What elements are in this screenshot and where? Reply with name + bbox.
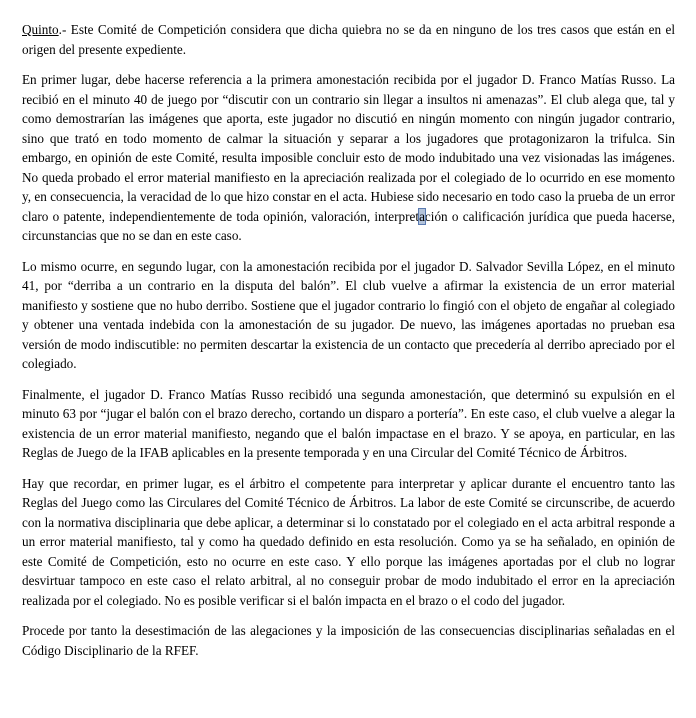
- first-booking-text-before-cursor: En primer lugar, debe hacerse referencia a la primera amonestación recibida por el jugador D. Franco Matías Russo. La recibió en el minuto 40 de juego por “discutir con un contrario sin llegar a insultos ni amenazas”. El club alega que, tal y como demostrarían las imágenes que aporta, este jugador no discutió en ningún momento con ningún jugador contrario, sino que trató en todo momento de calmar la situación y separar a los jugadores que protagonizaron la trifulca. Sin embargo, en opinión de este Comité, resulta imposible concluir esto de modo indubitado una vez visionadas las imágenes. No queda probado el error material manifiesto en la apreciación realizada por el colegiado de lo ocurrido en ese momento y, en consecuencia, la veracidad de lo que hizo constar en el acta. Hubiese sido necesario en todo caso la prueba de un error claro o patente, independientemente de toda opinión, valoración, interpret: [22, 72, 675, 224]
- paragraph-quinto-heading: [22, 20, 675, 59]
- quinto-underlined-lead: Quinto: [22, 22, 59, 37]
- paragraph-conclusion-desestimacion: Procede por tanto la desestimación de las alegaciones y la imposición de las consecuencias disciplinarias señaladas en el Código Disciplinario de la RFEF.: [22, 623, 675, 658]
- text-cursor-highlighted-char: a: [419, 208, 425, 224]
- first-booking-text-after-cursor: ción o calificación jurídica que pueda hacerse, circunstancias que no se dan en este caso.: [22, 208, 675, 243]
- paragraph-referee-competence: Hay que recordar, en primer lugar, es el árbitro el competente para interpretar y aplicar durante el encuentro tanto las Reglas del Juego como las Circulares del Comité Técnico de Árbitros. La labor de este Comité se circunscribe, de acuerdo con la normativa disciplinaria que debe aplicar, a determinar si lo constatado por el colegiado en el acta arbitral responde a un error material manifiesto, tal y como ha quedado definido en esta resolución. Como ya se ha señalado, en opinión de este Comité de Competición, esto no ocurre en este caso. Y ello porque las imágenes aportadas por el club no lograr desvirtuar tampoco en este caso el relato arbitral, al no conseguir probar de modo indubitado el error en la apreciación realizada por el colegiado. No es posible verificar si el balón impacta en el brazo o el codo del jugador.: [22, 475, 675, 608]
- resolution-text-body: [22, 20, 675, 660]
- paragraph-first-booking-russo: [22, 70, 675, 246]
- paragraph-second-yellow-expulsion: Finalmente, el jugador D. Franco Matías Russo recibidó una segunda amonestación, que determinó su expulsión en el minuto 63 por “jugar el balón con el brazo derecho, cortando un disparo a portería”. En este caso, el club vuelve a alegar la existencia de un error material manifiesto, negando que el balón impactase en el brazo. Y se apoya, en particular, en las Reglas de Juego de la IFAB aplicables en la presente temporada y en una Circular del Comité Técnico de Árbitros.: [22, 386, 675, 460]
- quinto-paragraph-text: .- Este Comité de Competición considera que dicha quiebra no se da en ninguno de los tres casos que están en el origen del presente expediente.: [22, 22, 675, 57]
- paragraph-second-booking-sevilla: Lo mismo ocurre, en segundo lugar, con la amonestación recibida por el jugador D. Salvador Sevilla López, en el minuto 41, por “derriba a un contrario en la disputa del balón”. El club vuelve a afirmar la existencia de un error material manifiesto y sostiene que no hubo derribo. Sostiene que el jugador contrario lo fingió con el objeto de engañar al colegiado y obtener una ventada indebida con la amonestación de su jugador. De nuevo, las imágenes aportadas no prueban esa versión de modo indiscutible: no permiten descartar la existencia de un contacto que precedería al derribo apreciado por el colegiado.: [22, 258, 675, 371]
